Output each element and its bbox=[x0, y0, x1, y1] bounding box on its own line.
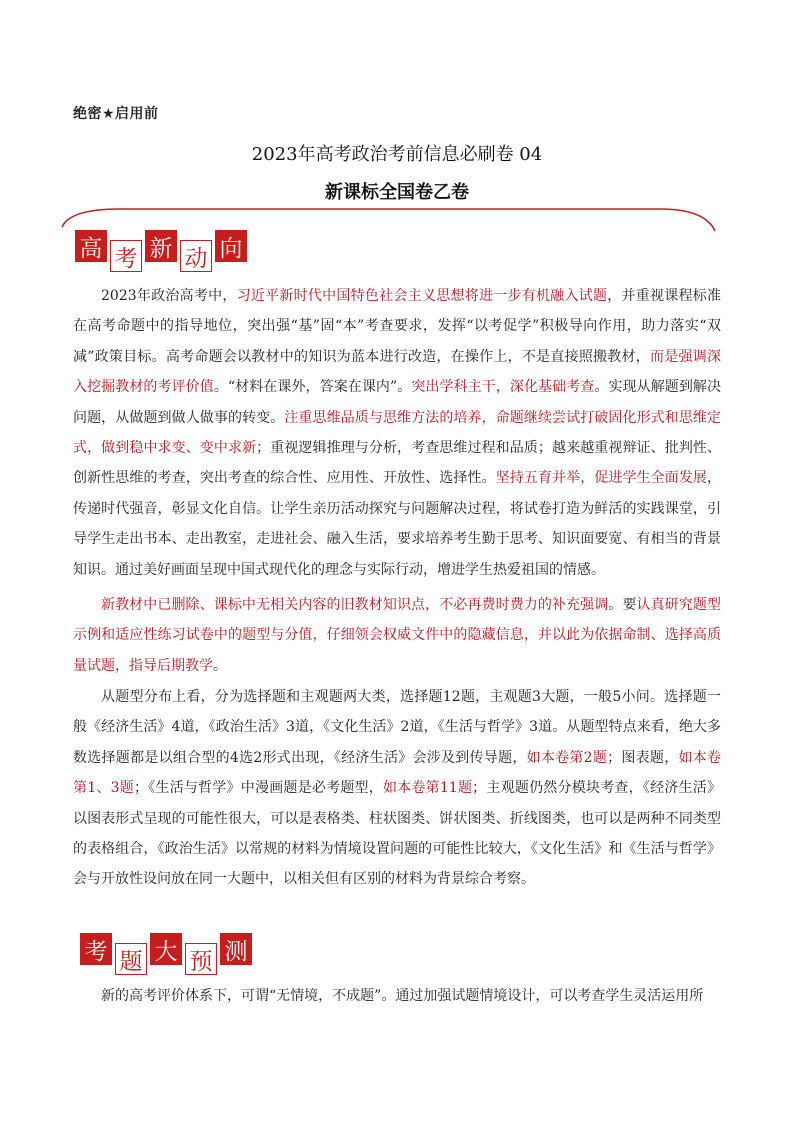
exam-subtitle: 新课标全国卷乙卷 bbox=[325, 182, 469, 203]
text: ；《生活与哲学》中漫画题是必考题型， bbox=[133, 780, 383, 797]
highlight-text: 新教材中已删除、课标中无相关内容的旧教材知识点，不必再费时费力的补充强调 bbox=[101, 597, 609, 613]
text: 2023年政治高考中， bbox=[101, 288, 237, 304]
highlight-text: 习近平新时代中国特色社会主义思想将进一步有机融入试题 bbox=[236, 288, 608, 304]
section-badge-exam-forecast bbox=[80, 933, 252, 975]
highlight-text: 如本卷第2题 bbox=[526, 749, 608, 766]
badge-char: 动 bbox=[180, 240, 212, 272]
confidential-label: 绝密★启用前 bbox=[73, 106, 159, 122]
highlight-text: 如本卷第11题 bbox=[383, 780, 473, 797]
text: ；主观题仍然分模块考查，《经济生活》以图表形式呈现的可能性很大，可以是表格类、柱状图类、饼状图类、折线图类，也可以是两种不同类型的表格组合，《政治生活》以常规的材料为情境设置问题的可能性比较大，《文化生活》和《生活与哲学》会与开放性设问放在同一大题中，以相关但有区别的材料为背景综合考察。 bbox=[73, 780, 721, 888]
badge-char: 新 bbox=[145, 230, 177, 262]
highlight-text: 而是强调深入挖掘教材的考评价值 bbox=[73, 348, 722, 396]
section-badge-gaokao-trends bbox=[75, 230, 247, 272]
text: 。要 bbox=[608, 597, 637, 613]
text: ，并重视课程标准在高考命题中的指导地位，突出强“基”固“本”考查要求，发挥“以考促学”积极导向作用，助力落实“双减”政策目标。高考命题会以教材中的知识为蓝本进行改造，在操作上，不是直接照搬教材， bbox=[73, 288, 722, 365]
badge-char: 大 bbox=[150, 933, 182, 965]
badge-char: 考 bbox=[110, 240, 142, 272]
badge-char: 考 bbox=[80, 933, 112, 965]
text: ；重视逻辑推理与分析，考查思维过程和品质；越来越重视辩证、批判性、创新性思维的考查，突出考查的综合性、应用性、开放性、选择性。 bbox=[73, 440, 721, 487]
paragraph-forecast-intro bbox=[73, 981, 721, 1011]
highlight-text: 注重思维品质与思维方法的培养，命题继续尝试打破固化形式和思维定式，做到稳中求变、变中求新 bbox=[73, 409, 722, 457]
badge-char: 高 bbox=[75, 230, 107, 262]
paragraph-new-textbook bbox=[73, 590, 721, 681]
text: 。“材料在课外，答案在课内”。 bbox=[213, 379, 412, 396]
text: ，传递时代强音，彰显文化自信。让学生亲历活动探究与问题解决过程，将试卷打造为鲜活的实践课堂，引导学生走出书本、走出教室，走进社会、融入生活，要求培养考生勤于思考、知识面要宽、有相当的背景知识。通过美好画面呈现中国式现代化的理念与实际行动，增进学生热爱祖国的情感。 bbox=[73, 470, 722, 578]
exam-title: 2023年高考政治考前信息必刷卷 04 bbox=[251, 144, 543, 165]
text: 从题型分布上看，分为选择题和主观题两大类，选择题12题，主观题3大题，一般5小问。选择题一般《经济生活》4道，《政治生活》3道，《文化生活》2道，《生活与哲学》3道。从题型特点来看，绝大多数选择题都是以组合型的4选2形式出现，《经济生活》会涉及到传导题， bbox=[73, 689, 721, 766]
badge-char: 预 bbox=[185, 943, 217, 975]
text: 。 bbox=[213, 657, 227, 674]
badge-char: 题 bbox=[115, 943, 147, 975]
badge-char: 测 bbox=[220, 933, 252, 965]
paragraph-question-types bbox=[73, 682, 721, 895]
highlight-text: 如本卷第1、3题 bbox=[73, 749, 722, 797]
highlight-text: 突出学科主干，深化基础考查 bbox=[411, 379, 595, 396]
highlight-text: 认真研究题型示例和适应性练习试卷中的题型与分值，仔细领会权威文件中的隐藏信息，并以此为依据命制、选择高质量试题，指导后期教学 bbox=[73, 597, 722, 674]
highlight-text: 坚持五育并举，促进学生全面发展 bbox=[495, 470, 708, 487]
paragraph-trends-intro bbox=[73, 281, 721, 585]
text: 。实现从解题到解决问题，从做题到做人做事的转变。 bbox=[73, 379, 722, 426]
text: ；图表题， bbox=[607, 749, 679, 766]
text: 新的高考评价体系下，可谓“无情境，不成题”。通过加强试题情境设计，可以考查学生灵活运用所 bbox=[101, 988, 704, 1004]
badge-char: 向 bbox=[215, 230, 247, 262]
